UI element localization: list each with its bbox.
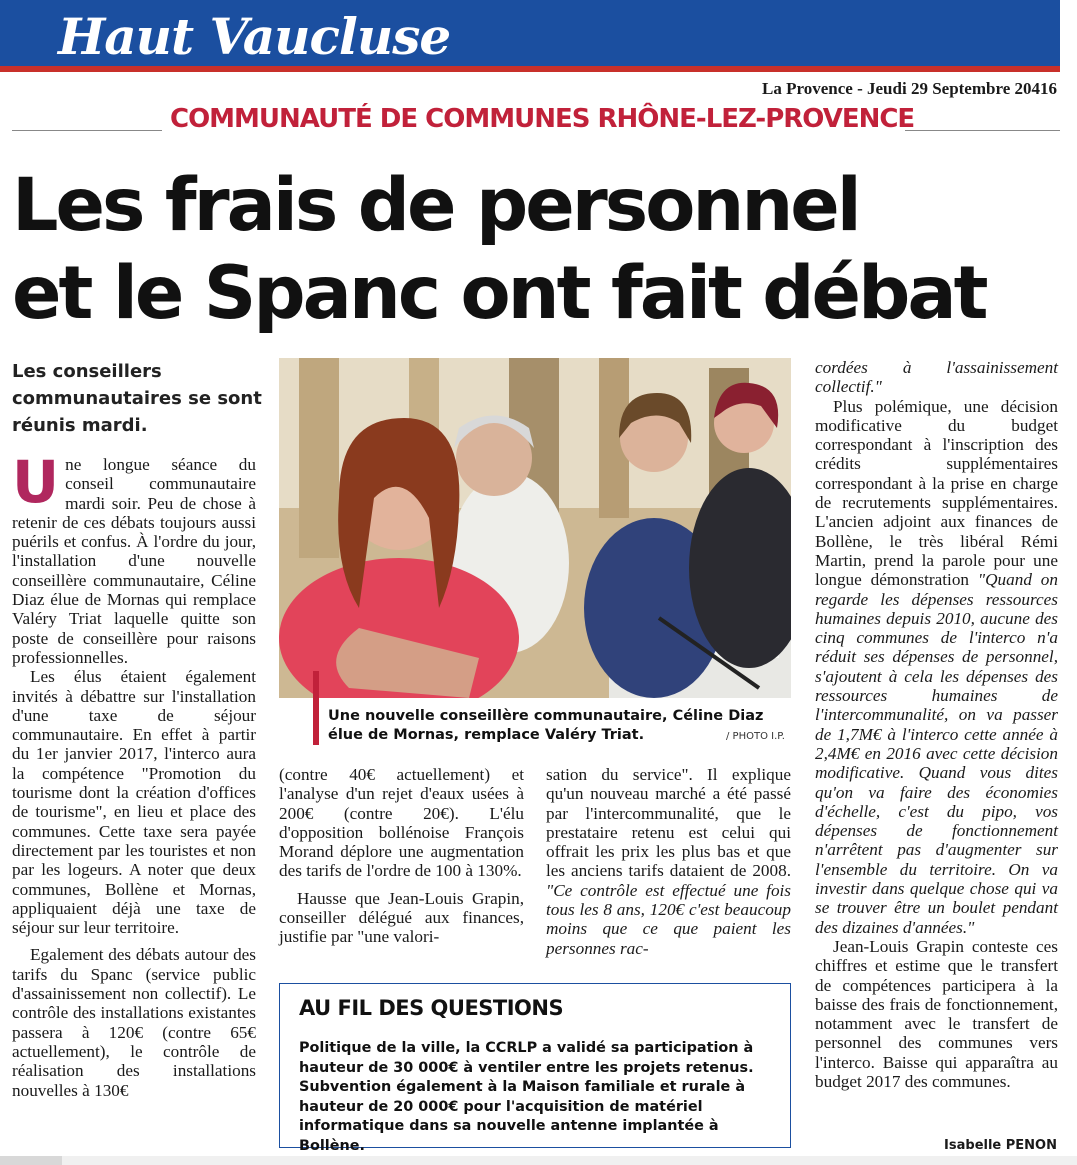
- quote: "Quand on regarde les dépenses ressources humaines depuis 2010, aucune des cinq communes de l'interco n'a réduit ses dépenses de personnel, s'ajoutent à cela les dépenses des ressources humaines de l'intercommunalité, on va passer de 1,7M€ à l'interco cette année à 2,4M€ en 2016 avec cette décision modificative. Quand vous dites qu'on va faire des économies d'échelle, c'est du pipo, vos dépenses de fonctionnement n'arrêtent pas d'augmenter sur l'ensemble du territoire. On va investir dans quelque chose qui va se trouver être un boulet pendant des dizaines d'années.": [815, 570, 1058, 937]
- article-photo: [279, 358, 791, 698]
- dateline: La Provence - Jeudi 29 Septembre 20416: [762, 79, 1057, 98]
- paragraph: ne longue séance du conseil communautaire mardi soir. Peu de chose à retenir de ces débats toujours aussi puérils et confus. À l'ordre du jour, l'installation d'une nouvelle conseillère communautaire, Céline Diaz élue de Mornas qui remplace Valéry Triat laquelle quitte son poste de conseillère pour raisons professionnelles.: [12, 455, 256, 667]
- text-run: sation du service". Il explique qu'un nouveau marché a été passé par l'intercommunalité, que le prestataire retenu est celui qui offrait les prix les plus bas et que les anciens tarifs dataient de 2008.: [546, 765, 791, 881]
- paragraph: Jean-Louis Grapin conteste ces chiffres et estime que le transfert de compétences participera à la baisse des frais de fonctionnement, notamment avec le transfert de personnel des communes vers l'interco. Baisse qui apparaîtra au budget 2017 des communes.: [815, 936, 1058, 1091]
- headline-line-1: Les frais de personnel: [12, 163, 859, 248]
- kicker-rule-left: [12, 130, 162, 131]
- text-run: Plus polémique, une décision modificative du budget correspondant à l'inscription des crédits supplémentaires correspondant à la prise en charge de recrutements supplémentaires. L'ancien adjoint aux finances de Bollène, le très libéral Rémi Martin, prend la parole pour une longue démonstration: [815, 396, 1058, 590]
- photo-illustration: [279, 358, 791, 698]
- caption-accent-bar: [313, 671, 319, 745]
- quote: "Ce contrôle est effectué une fois tous les 8 ans, 120€ c'est beaucoup moins que ce que paient les personnes rac-: [546, 880, 791, 958]
- author-byline: Isabelle PENON: [944, 1138, 1057, 1153]
- article-column-1: [12, 448, 256, 1100]
- dropcap: U: [12, 448, 60, 516]
- scan-footer-bar-left: [0, 1156, 62, 1165]
- paragraph: (contre 40€ actuellement) et l'analyse d'un rejet d'eaux usées à 200€ (contre 20€). L'élu d'opposition bollénoise François Morand déplore une augmentation des tarifs de l'ordre de 100 à 130%.: [279, 765, 524, 881]
- paragraph: Egalement des débats autour des tarifs du Spanc (service public d'assainissement non collectif). Le contrôle des installations existantes passera à 120€ (contre 65€ actuellement), le contrôle de réalisation des installations nouvelles à 130€: [12, 945, 256, 1100]
- headline-line-2: et le Spanc ont fait débat: [12, 251, 986, 336]
- paragraph: [546, 765, 791, 958]
- kicker-rule-right: [905, 130, 1060, 131]
- quote: cordées à l'assainissement collectif.": [815, 358, 1058, 397]
- sidebar-box-title: AU FIL DES QUESTIONS: [299, 996, 564, 1020]
- section-title: Haut Vaucluse: [58, 7, 451, 66]
- kicker: COMMUNAUTÉ DE COMMUNES RHÔNE-LEZ-PROVENCE: [170, 104, 915, 134]
- paragraph: Les élus étaient également invités à débattre sur l'installation d'une taxe de séjour communautaire. En effet à partir du 1er janvier 2017, l'interco aura la compétence "Promotion du tourisme dont la création d'offices de tourisme", en lieu et place des communes. Cette taxe sera payée directement par les touristes et non par les logeurs. A noter que deux communes, Bollène et Mornas, appliquaient déjà une taxe de séjour sur leur territoire.: [12, 667, 256, 938]
- scan-footer-bar: [0, 1156, 1077, 1165]
- article-column-4: [815, 358, 1058, 1091]
- sidebar-box-text: Politique de la ville, la CCRLP a validé sa participation à hauteur de 30 000€ à ventiler entre les projets retenus. Subvention également à la Maison familiale et rurale à hauteur de 20 000€ pour l'acquisition de matériel informatique dans sa nouvelle antenne implantée à Bollène.: [299, 1040, 754, 1154]
- lede: Les conseillers communautaires se sont réunis mardi.: [12, 361, 262, 436]
- paragraph: [815, 397, 1058, 937]
- paragraph: Hausse que Jean-Louis Grapin, conseiller délégué aux finances, justifie par "une valori-: [279, 888, 524, 947]
- article-column-3: [546, 765, 791, 958]
- photo-credit: / PHOTO I.P.: [726, 731, 785, 742]
- photo-caption: Une nouvelle conseillère communautaire, Céline Diaz élue de Mornas, remplace Valéry Triat.: [328, 708, 764, 743]
- article-column-2: [279, 765, 524, 947]
